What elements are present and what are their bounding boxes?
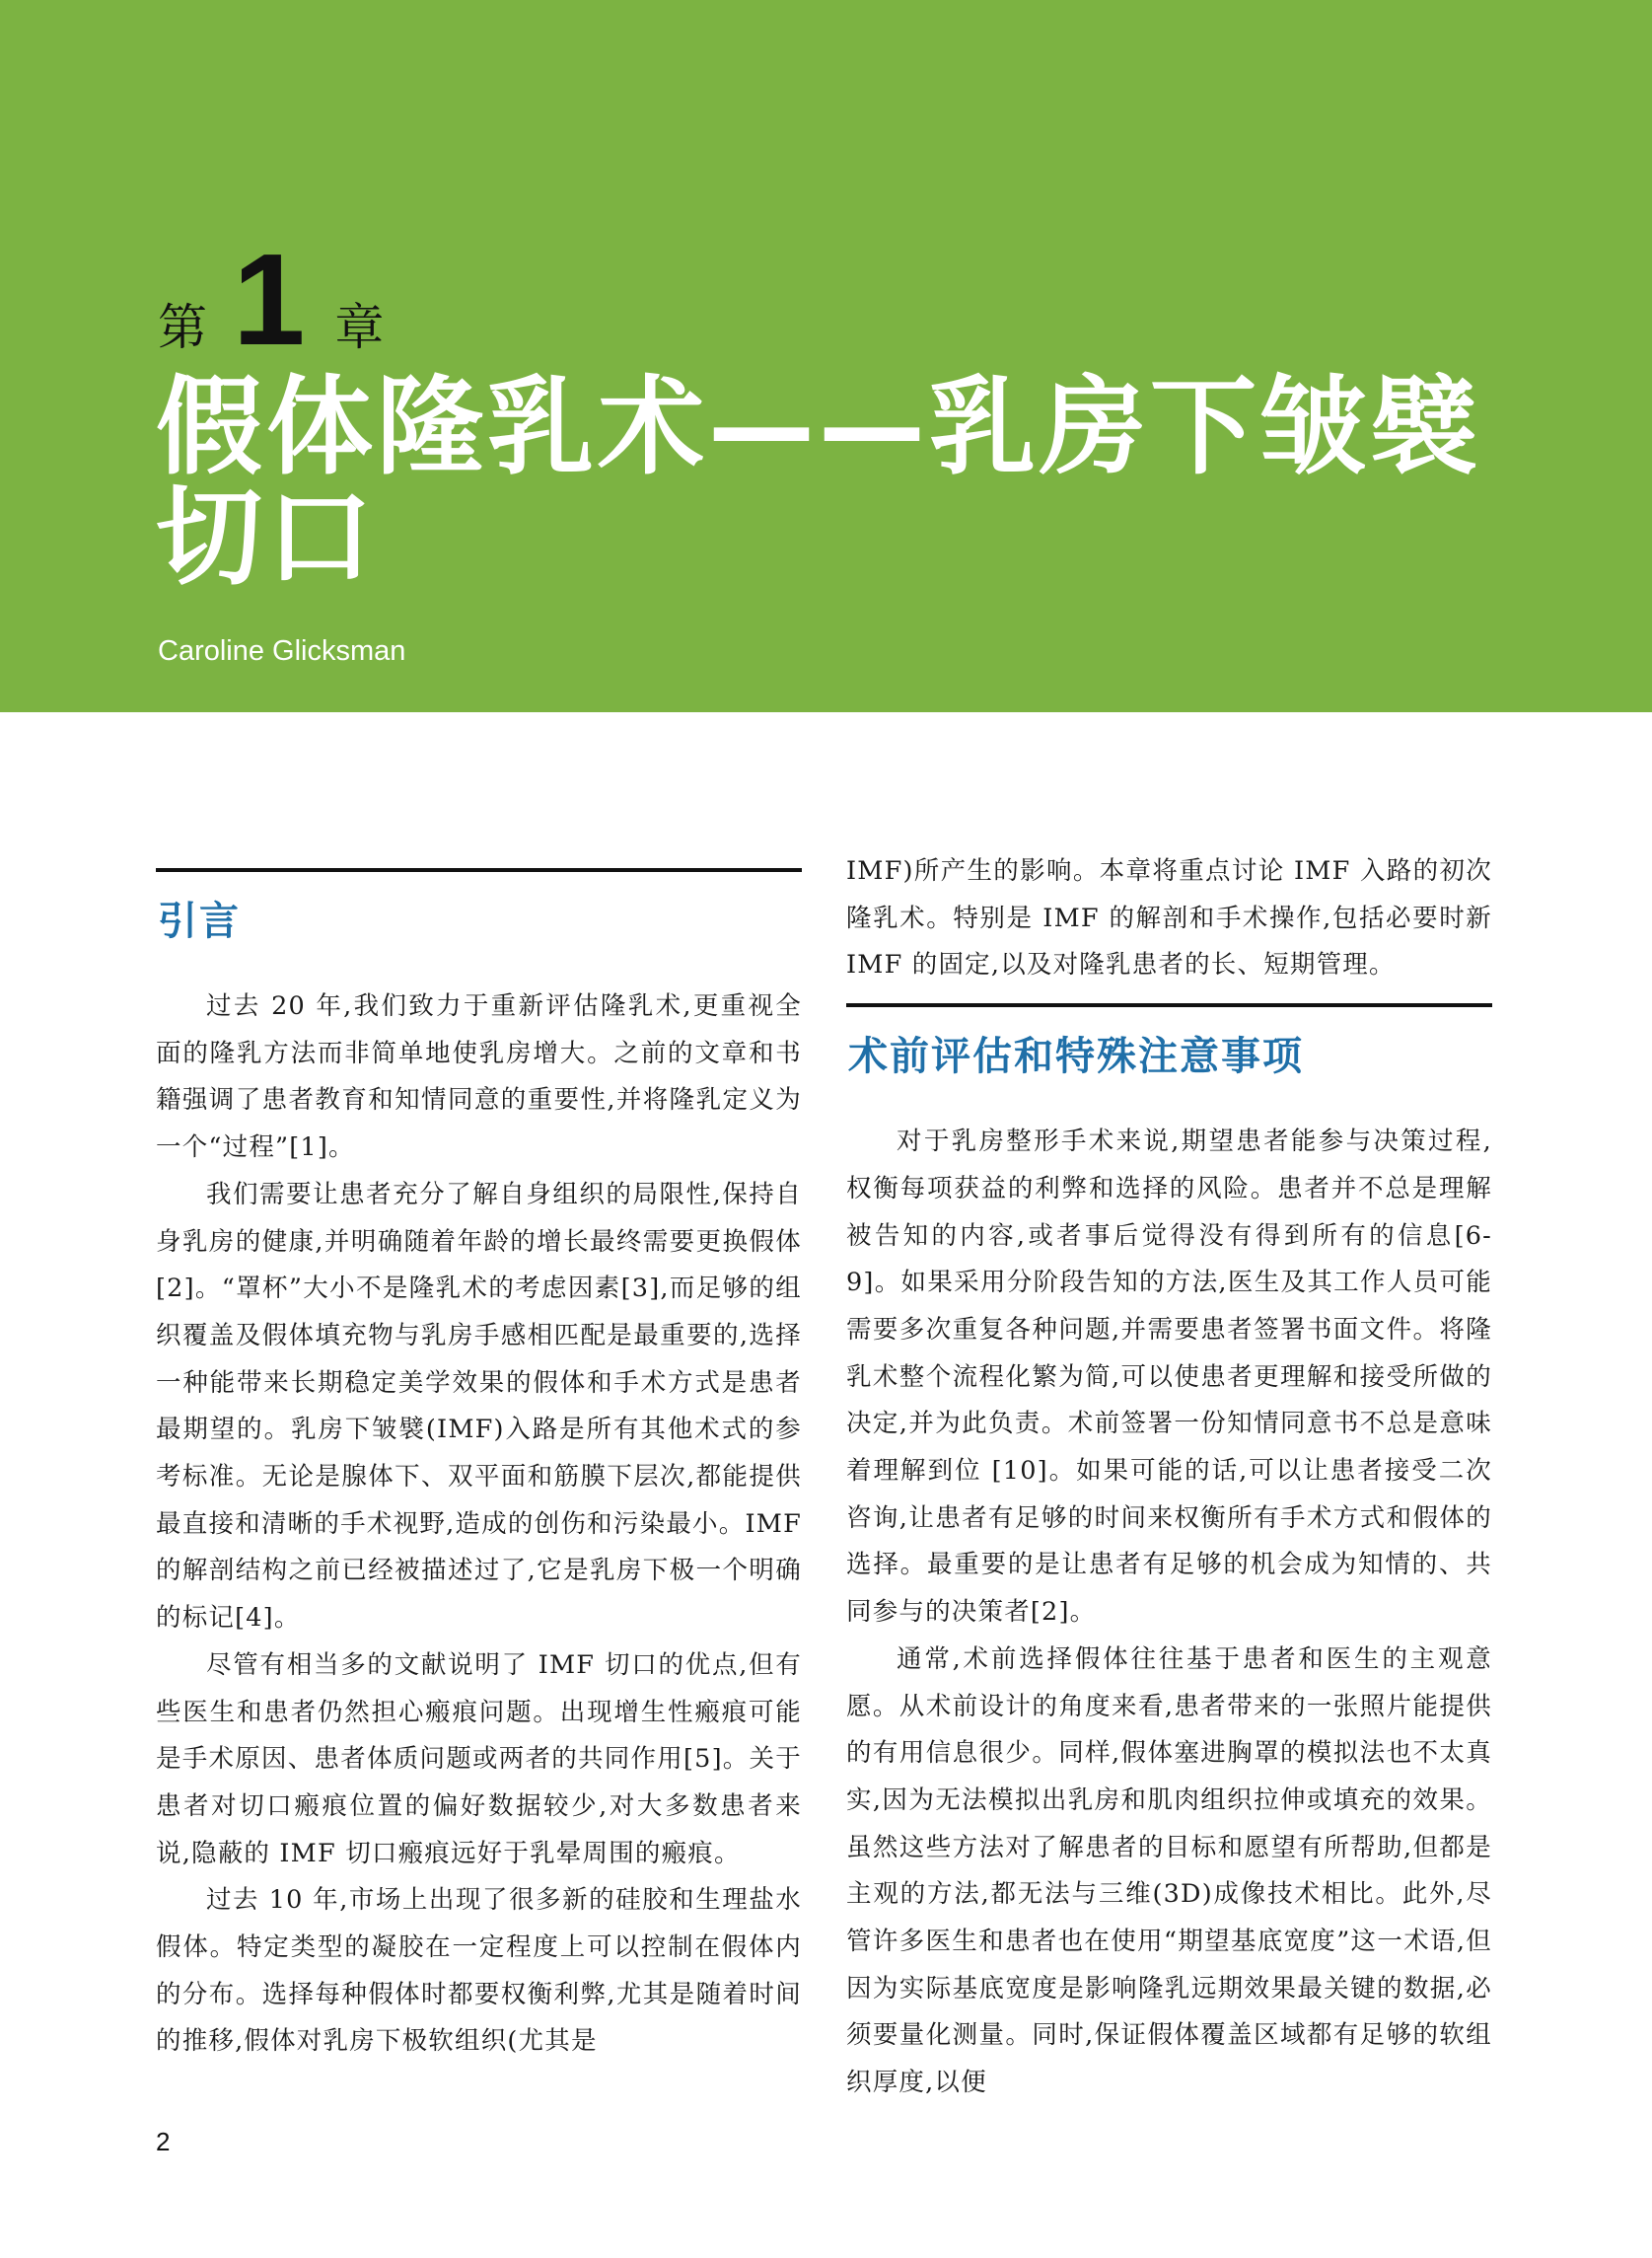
chapter-number: 1 — [233, 227, 306, 372]
chapter-label — [158, 227, 385, 372]
preop-paragraph: 对于乳房整形手术来说,期望患者能参与决策过程,权衡每项获益的利弊和选择的风险。患者并不总是理解被告知的内容,或者事后觉得没有得到所有的信息[6-9]。如果采用分阶段告知的方法,医生及其工作人员可能需要多次重复各种问题,并需要患者签署书面文件。将隆乳术整个流程化繁为简,可以使患者更理解和接受所做的决定,并为此负责。术前签署一份知情同意书不总是意味着理解到位 [10]。如果可能的话,可以让患者接受二次咨询,让患者有足够的时间来权衡所有手术方式和假体的选择。最重要的是让患者有足够的机会成为知情的、共同参与的决策者[2]。 — [846, 1127, 1492, 1628]
author-name: Caroline Glicksman — [158, 635, 406, 667]
preop-paragraph: 通常,术前选择假体往往基于患者和医生的主观意愿。从术前设计的角度来看,患者带来的一张照片能提供的有用信息很少。同样,假体塞进胸罩的模拟法也不太真实,因为无法模拟出乳房和肌肉组织拉伸或填充的效果。虽然这些方法对了解患者的目标和愿望有所帮助,但都是主观的方法,都无法与三维(3D)成像技术相比。此外,尽管许多医生和患者也在使用“期望基底宽度”这一术语,但因为实际基底宽度是影响隆乳远期效果最关键的数据,必须要量化测量。同时,保证假体覆盖区域都有足够的软组织厚度,以便 — [846, 1643, 1492, 2098]
chapter-title-line-1: 假体隆乳术——乳房下皱襞 — [156, 366, 1482, 489]
chapter-suffix: 章 — [334, 299, 385, 356]
chapter-title-line-2: 切口 — [156, 476, 378, 600]
intro-paragraph: 过去 10 年,市场上出现了很多新的硅胶和生理盐水假体。特定类型的凝胶在一定程度上可以控制在假体内的分布。选择每种假体时都要权衡利弊,尤其是随着时间的推移,假体对乳房下极软组织(尤其是 — [156, 1885, 802, 2057]
chapter-prefix: 第 — [158, 299, 207, 356]
intro-paragraph: 尽管有相当多的文献说明了 IMF 切口的优点,但有些医生和患者仍然担心瘢痕问题。出现增生性瘢痕可能是手术原因、患者体质问题或两者的共同作用[5]。关于患者对切口瘢痕位置的偏好数据较少,对大多数患者来说,隐蔽的 IMF 切口瘢痕远好于乳晕周围的瘢痕。 — [156, 1649, 802, 1868]
right-column — [846, 848, 1492, 2107]
intro-paragraph: 我们需要让患者充分了解自身组织的局限性,保持自身乳房的健康,并明确随着年龄的增长最终需要更换假体[2]。“罩杯”大小不是隆乳术的考虑因素[3],而足够的组织覆盖及假体填充物与乳房手感相匹配是最重要的,选择一种能带来长期稳定美学效果的假体和手术方式是患者最期望的。乳房下皱襞(IMF)入路是所有其他术式的参考标准。无论是腺体下、双平面和筋膜下层次,都能提供最直接和清晰的手术视野,造成的创伤和污染最小。IMF 的解剖结构之前已经被描述过了,它是乳房下极一个明确的标记[4]。 — [156, 1179, 802, 1634]
intro-paragraph-continued: IMF)所产生的影响。本章将重点讨论 IMF 入路的初次隆乳术。特别是 IMF 的解剖和手术操作,包括必要时新 IMF 的固定,以及对隆乳患者的长、短期管理。 — [846, 856, 1492, 981]
section-divider — [156, 868, 802, 872]
section-divider — [846, 1003, 1492, 1007]
section-heading-preop: 术前评估和特殊注意事项 — [848, 1033, 1304, 1080]
left-column — [156, 868, 802, 2066]
section-heading-intro: 引言 — [158, 898, 241, 944]
chapter-title — [156, 366, 1482, 600]
chapter-banner — [0, 0, 1652, 712]
intro-paragraph: 过去 20 年,我们致力于重新评估隆乳术,更重视全面的隆乳方法而非简单地使乳房增大。之前的文章和书籍强调了患者教育和知情同意的重要性,并将隆乳定义为一个“过程”[1]。 — [156, 991, 802, 1163]
page-number: 2 — [156, 2127, 171, 2156]
